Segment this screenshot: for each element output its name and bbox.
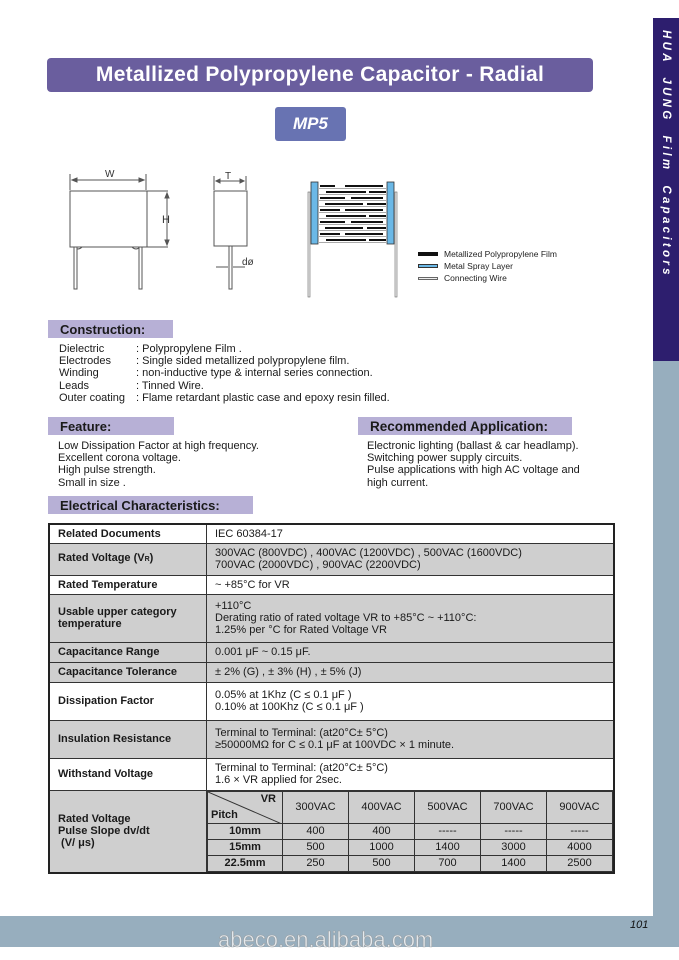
row-label: Insulation Resistance	[49, 720, 207, 758]
construction-item	[59, 380, 390, 392]
diagram-legend	[418, 248, 557, 284]
value-line: 1.25% per °C for Rated Voltage VR	[215, 624, 387, 636]
pulse-slope-table	[207, 791, 613, 872]
value-cell: 1000	[349, 839, 415, 855]
construction-item	[59, 392, 390, 404]
value-cell: 400	[349, 823, 415, 839]
row-value: ~ +85°C for VR	[207, 575, 615, 594]
construction-value: : Single sided metallized polypropylene film.	[136, 355, 350, 368]
pulse-header-row	[208, 791, 613, 823]
feature-item: Small in size .	[58, 476, 126, 489]
pitch-corner-label: Pitch	[211, 809, 238, 821]
legend-label: Connecting Wire	[444, 273, 507, 283]
row-label: Capacitance Range	[49, 642, 207, 662]
row-label	[49, 790, 207, 873]
front-view	[70, 174, 169, 289]
column-header: 500VAC	[415, 791, 481, 823]
legend-item-spray	[418, 260, 557, 272]
table-row	[49, 594, 614, 642]
wire-swatch	[418, 277, 438, 280]
label-line: (V/ μs)	[58, 837, 95, 849]
row-label: Withstand Voltage	[49, 758, 207, 790]
value-cell: 1400	[415, 839, 481, 855]
row-label: Rated Temperature	[49, 575, 207, 594]
construction-value: : Tinned Wire.	[136, 379, 204, 392]
width-label: W	[105, 169, 115, 180]
voltage-corner-label: VR	[260, 793, 276, 805]
construction-value: : non-inductive type & internal series connection.	[136, 367, 373, 380]
row-label: Related Documents	[49, 524, 207, 543]
thickness-label: T	[225, 171, 232, 182]
legend-item-wire	[418, 272, 557, 284]
value-cell: 250	[283, 855, 349, 871]
value-cell: 400	[283, 823, 349, 839]
construction-value: : Flame retardant plastic case and epoxy resin filled.	[136, 391, 390, 404]
value-cell: -----	[481, 823, 547, 839]
pitch-cell: 10mm	[208, 823, 283, 839]
application-item: high current.	[367, 476, 429, 489]
label-subscript: R	[144, 556, 150, 563]
construction-key: Dielectric	[59, 343, 105, 355]
legend-label: Metallized Polypropylene Film	[444, 249, 557, 259]
page-number: 101	[630, 919, 649, 931]
value-line: ≥50000MΩ for C ≤ 0.1 μF at 100VDC × 1 minute.	[215, 739, 455, 751]
lead-diameter-label: dø	[242, 257, 254, 268]
value-cell: 4000	[547, 839, 613, 855]
construction-list	[59, 343, 390, 404]
electrical-heading: Electrical Characteristics:	[48, 496, 253, 514]
table-row	[49, 662, 614, 682]
value-line: +110°C	[215, 600, 252, 612]
row-label	[49, 543, 207, 575]
side-view	[214, 176, 247, 289]
row-value	[207, 543, 615, 575]
value-line: 300VAC (800VDC) , 400VAC (1200VDC) , 500VAC (1600VDC)	[215, 547, 522, 559]
table-row	[49, 575, 614, 594]
side-band-lower	[653, 361, 679, 916]
construction-value: : Polypropylene Film .	[136, 343, 242, 355]
electrical-characteristics-table	[48, 523, 615, 874]
label-line: Pulse Slope dv/dt	[58, 825, 150, 837]
value-line: Terminal to Terminal: (at20°C± 5°C)	[215, 727, 388, 739]
pitch-cell: 22.5mm	[208, 855, 283, 871]
label-line: Rated Voltage	[58, 813, 131, 825]
row-value	[207, 720, 615, 758]
column-header: 700VAC	[481, 791, 547, 823]
row-label: Capacitance Tolerance	[49, 662, 207, 682]
feature-item: Low Dissipation Factor at high frequency.	[58, 440, 259, 452]
value-line: 1.6 × VR applied for 2sec.	[215, 774, 342, 786]
corner-cell	[208, 792, 282, 822]
row-label: Dissipation Factor	[49, 682, 207, 720]
value-line: 0.10% at 100Khz (C ≤ 0.1 μF )	[215, 701, 364, 713]
table-row	[49, 682, 614, 720]
page-title: Metallized Polypropylene Capacitor - Radial	[47, 58, 593, 92]
value-line: 700VAC (2000VDC) , 900VAC (2200VDC)	[215, 559, 421, 571]
row-value	[207, 682, 615, 720]
watermark: abeco.en.alibaba.com	[218, 927, 434, 952]
pitch-voltage-corner	[208, 791, 283, 823]
construction-key: Outer coating	[59, 391, 126, 404]
construction-item	[59, 343, 390, 355]
application-item: Electronic lighting (ballast & car headlamp).	[367, 440, 579, 452]
pulse-slope-row	[49, 790, 614, 873]
construction-key: Leads	[59, 379, 89, 392]
label-text: Rated Voltage (V	[58, 552, 145, 564]
value-cell: 1400	[481, 855, 547, 871]
pitch-cell: 15mm	[208, 839, 283, 855]
value-cell: 500	[283, 839, 349, 855]
row-value: IEC 60384-17	[207, 524, 615, 543]
height-label: H	[162, 214, 170, 226]
pulse-row	[208, 823, 613, 839]
table-row	[49, 720, 614, 758]
film-swatch	[418, 252, 438, 256]
value-cell: 500	[349, 855, 415, 871]
feature-item: Excellent corona voltage.	[58, 452, 181, 465]
value-cell: 700	[415, 855, 481, 871]
feature-item: High pulse strength.	[58, 464, 156, 477]
application-item: Switching power supply circuits.	[367, 452, 523, 465]
construction-heading: Construction:	[48, 320, 173, 338]
construction-item	[59, 355, 390, 367]
row-value	[207, 758, 615, 790]
cross-section	[308, 182, 397, 297]
value-cell: 2500	[547, 855, 613, 871]
row-value: ± 2% (G) , ± 3% (H) , ± 5% (J)	[207, 662, 615, 682]
value-cell: -----	[415, 823, 481, 839]
value-line: Derating ratio of rated voltage VR to +85°C ~ +110°C:	[215, 612, 477, 624]
pulse-table-cell	[207, 790, 615, 873]
construction-key: Electrodes	[59, 355, 111, 368]
capacitor-diagram	[50, 160, 410, 300]
table-row	[49, 524, 614, 543]
feature-list	[58, 440, 259, 489]
label-end: )	[149, 552, 154, 564]
pulse-row	[208, 839, 613, 855]
spray-swatch	[418, 264, 438, 268]
side-brand-label: HUA JUNG Film Capacitors	[660, 30, 672, 278]
value-cell: 3000	[481, 839, 547, 855]
column-header: 400VAC	[349, 791, 415, 823]
legend-label: Metal Spray Layer	[444, 261, 513, 271]
legend-item-film	[418, 248, 557, 260]
table-row	[49, 543, 614, 575]
pulse-row	[208, 855, 613, 871]
row-label: Usable upper category temperature	[49, 594, 207, 642]
construction-key: Winding	[59, 367, 99, 380]
feature-heading: Feature:	[48, 417, 174, 435]
model-badge: MP5	[275, 107, 346, 141]
table-row	[49, 758, 614, 790]
construction-item	[59, 367, 390, 379]
column-header: 300VAC	[283, 791, 349, 823]
row-value: 0.001 μF ~ 0.15 μF.	[207, 642, 615, 662]
application-list	[367, 440, 580, 489]
value-line: Terminal to Terminal: (at20°C± 5°C)	[215, 762, 388, 774]
row-value	[207, 594, 615, 642]
table-row	[49, 642, 614, 662]
column-header: 900VAC	[547, 791, 613, 823]
application-heading: Recommended Application:	[358, 417, 572, 435]
value-cell: -----	[547, 823, 613, 839]
value-line: 0.05% at 1Khz (C ≤ 0.1 μF )	[215, 689, 352, 701]
application-item: Pulse applications with high AC voltage and	[367, 464, 580, 477]
